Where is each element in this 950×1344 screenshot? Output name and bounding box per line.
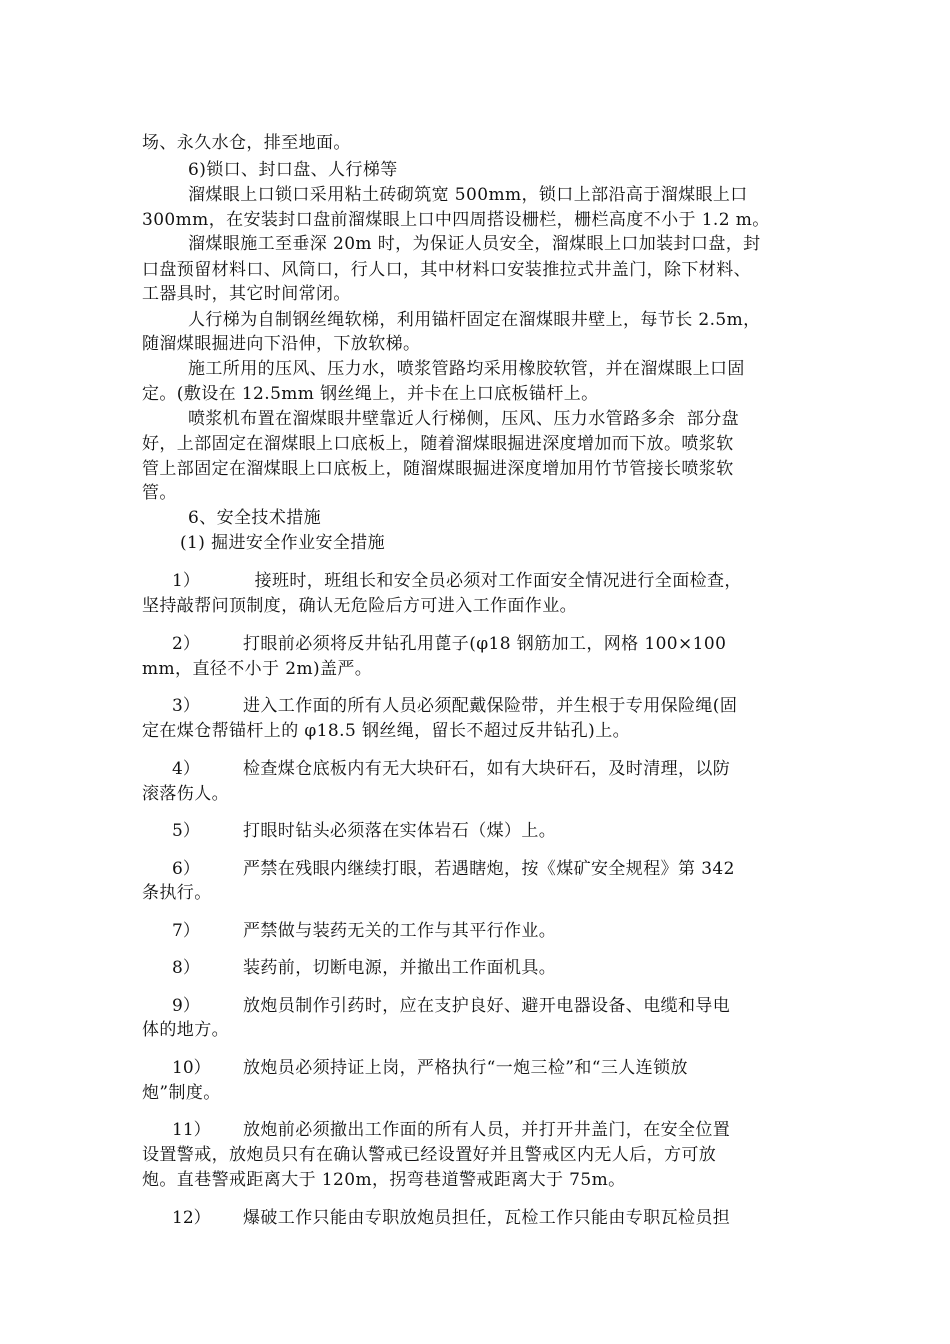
item-number: 2）	[172, 634, 200, 654]
text-line: 管。	[142, 483, 177, 503]
text-line: 施工所用的压风、压力水，喷浆管路均采用橡胶软管，并在溜煤眼上口固	[188, 359, 745, 379]
item-number: 5）	[172, 821, 200, 841]
text-line: 人行梯为自制钢丝绳软梯，利用锚杆固定在溜煤眼井壁上，每节长 2.5m，	[188, 310, 761, 330]
item-text: 接班时，班组长和安全员必须对工作面安全情况进行全面检查，	[243, 571, 742, 591]
item-text: 坚持敲帮问顶制度，确认无危险后方可进入工作面作业。	[142, 596, 577, 616]
item-text: 打眼前必须将反井钻孔用蓖子(φ18 钢筋加工，网格 100×100	[243, 634, 727, 654]
text-line: 喷浆机布置在溜煤眼井壁靠近人行梯侧，压风、压力水管路多余 部分盘	[188, 409, 740, 429]
item-text: 严禁在残眼内继续打眼，若遇瞎炮，按《煤矿安全规程》第 342	[243, 859, 735, 879]
item-text: 进入工作面的所有人员必须配戴保险带，并生根于专用保险绳(固	[243, 696, 738, 716]
item-number: 7）	[172, 921, 200, 941]
text-line: 口盘预留材料口、风筒口，行人口，其中材料口安装推拉式井盖门，除下材料、	[142, 260, 751, 280]
item-text: 设置警戒，放炮员只有在确认警戒已经设置好并且警戒区内无人后，方可放	[142, 1145, 717, 1165]
item-text: 炮”制度。	[142, 1083, 221, 1103]
item-text: 条执行。	[142, 883, 212, 903]
text-line: 工器具时，其它时间常闭。	[142, 284, 351, 304]
item-text: 检查煤仓底板内有无大块矸石，如有大块矸石，及时清理，以防	[243, 759, 731, 779]
item-text: 装药前，切断电源，并撤出工作面机具。	[243, 958, 557, 978]
item-number: 4）	[172, 759, 200, 779]
item-number: 6）	[172, 859, 200, 879]
text-line: 管上部固定在溜煤眼上口底板上，随溜煤眼掘进深度增加用竹节管接长喷浆软	[142, 459, 734, 479]
item-text: 定在煤仓帮锚杆上的 φ18.5 钢丝绳，留长不超过反井钻孔)上。	[142, 721, 630, 741]
text-line: 溜煤眼施工至垂深 20m 时，为保证人员安全，溜煤眼上口加装封口盘，封	[188, 234, 761, 254]
item-text: mm，直径不小于 2m)盖严。	[142, 659, 373, 679]
item-text: 爆破工作只能由专职放炮员担任，瓦检工作只能由专职瓦检员担	[243, 1208, 731, 1228]
text-line: 好，上部固定在溜煤眼上口底板上，随着溜煤眼掘进深度增加而下放。喷浆软	[142, 434, 734, 454]
item-text: 严禁做与装药无关的工作与其平行作业。	[243, 921, 557, 941]
item-text: 放炮员制作引药时，应在支护良好、避开电器设备、电缆和导电	[243, 996, 731, 1016]
text-line: 随溜煤眼掘进向下沿伸，下放软梯。	[142, 334, 421, 354]
item-number: 12）	[172, 1208, 211, 1228]
item-text: 打眼时钻头必须落在实体岩石（煤）上。	[243, 821, 557, 841]
item-number: 11）	[172, 1120, 211, 1140]
item-text: 滚落伤人。	[142, 784, 229, 804]
item-number: 3）	[172, 696, 200, 716]
text-line: 300mm，在安装封口盘前溜煤眼上口中四周搭设栅栏，栅栏高度不小于 1.2 m。	[142, 210, 770, 230]
text-line: 溜煤眼上口锁口采用粘土砖砌筑宽 500mm，锁口上部沿高于溜煤眼上口	[188, 185, 748, 205]
text-line: 场、永久水仓，排至地面。	[142, 133, 351, 153]
item-number: 9）	[172, 996, 200, 1016]
item-text: 炮。直巷警戒距离大于 120m，拐弯巷道警戒距离大于 75m。	[142, 1170, 626, 1190]
item-number: 1）	[172, 571, 200, 591]
section-heading: 6)锁口、封口盘、人行梯等	[188, 160, 398, 180]
text-line: 定。(敷设在 12.5mm 钢丝绳上，并卡在上口底板锚杆上。	[142, 384, 599, 404]
item-text: 体的地方。	[142, 1020, 229, 1040]
item-number: 10）	[172, 1058, 211, 1078]
item-text: 放炮前必须撤出工作面的所有人员，并打开井盖门，在安全位置	[243, 1120, 731, 1140]
subsection-heading: (1) 掘进安全作业安全措施	[180, 533, 386, 553]
section-heading: 6、安全技术措施	[188, 508, 322, 528]
item-number: 8）	[172, 958, 200, 978]
item-text: 放炮员必须持证上岗，严格执行“一炮三检”和“三人连锁放	[243, 1058, 688, 1078]
